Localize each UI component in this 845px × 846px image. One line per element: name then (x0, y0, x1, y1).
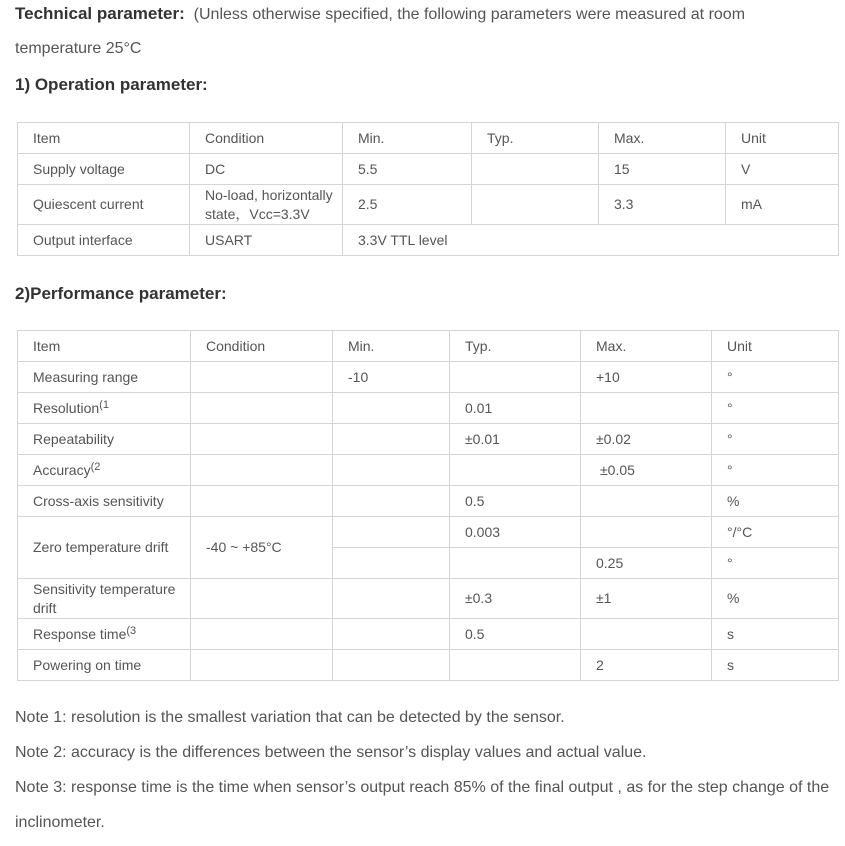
note-3-continued: inclinometer. (15, 814, 105, 831)
header-cell: Typ. (450, 331, 581, 362)
item-label: Response time (33, 625, 127, 642)
cell-item (18, 455, 191, 486)
cell-unit: ° (712, 424, 839, 455)
cell-min: 2.5 (343, 185, 472, 225)
table-row (18, 154, 839, 185)
header-cell: Typ. (472, 123, 599, 154)
cell-max (581, 517, 712, 548)
performance-table (17, 330, 839, 681)
cell-item: Cross-axis sensitivity (18, 486, 191, 517)
cell-item: Quiescent current (18, 185, 190, 225)
note-2: Note 2: accuracy is the differences between the sensor’s display values and actual value. (15, 744, 647, 761)
header-cell: Unit (726, 123, 839, 154)
cell-typ (450, 455, 581, 486)
cell-typ: 0.003 (450, 517, 581, 548)
table-row (18, 650, 839, 681)
cell-unit: V (726, 154, 839, 185)
cell-condition (191, 650, 333, 681)
table-row (18, 424, 839, 455)
intro-text: (Unless otherwise specified, the following parameters were measured at room (193, 6, 746, 23)
cell-item (18, 393, 191, 424)
table-row (18, 619, 839, 650)
cell-min (333, 619, 450, 650)
cell-min (333, 455, 450, 486)
header-cell: Max. (581, 331, 712, 362)
cell-min (333, 486, 450, 517)
cell-min (333, 650, 450, 681)
cell-condition (191, 619, 333, 650)
cell-max: +10 (581, 362, 712, 393)
table-row (18, 486, 839, 517)
header-cell: Item (18, 123, 190, 154)
cell-typ (472, 185, 599, 225)
operation-heading: 1) Operation parameter: (15, 75, 208, 94)
cell-condition (191, 579, 333, 619)
cell-min: -10 (333, 362, 450, 393)
cell-max (581, 486, 712, 517)
table-row (18, 579, 839, 619)
cell-typ: 0.01 (450, 393, 581, 424)
cell-typ (472, 154, 599, 185)
header-cell: Min. (343, 123, 472, 154)
table-row (18, 362, 839, 393)
cell-min (333, 393, 450, 424)
cell-unit: % (712, 486, 839, 517)
header-cell: Condition (190, 123, 343, 154)
table-header-row (18, 123, 839, 154)
cell-item: Measuring range (18, 362, 191, 393)
table-row (18, 225, 839, 256)
header-cell: Max. (599, 123, 726, 154)
header-cell: Unit (712, 331, 839, 362)
cell-condition (191, 393, 333, 424)
table-row (18, 185, 839, 225)
cell-condition: -40 ~ +85°C (191, 517, 333, 579)
cell-unit: % (712, 579, 839, 619)
intro-line-1 (15, 4, 745, 25)
cell-item: Zero temperature drift (18, 517, 191, 579)
item-label: Resolution (33, 399, 100, 416)
cell-typ (450, 362, 581, 393)
cell-typ: 0.5 (450, 619, 581, 650)
intro-line-2: temperature 25°C (15, 40, 142, 57)
cell-value: 3.3V TTL level (343, 225, 839, 256)
cell-condition (191, 424, 333, 455)
cell-max: ±0.02 (581, 424, 712, 455)
cell-unit: s (712, 650, 839, 681)
footnote-ref: (1 (99, 398, 109, 411)
table-row (18, 393, 839, 424)
cell-typ (450, 650, 581, 681)
cell-max: 15 (599, 154, 726, 185)
note-3: Note 3: response time is the time when sensor’s output reach 85% of the final output , as for the step change of the (15, 779, 830, 796)
cell-max: 3.3 (599, 185, 726, 225)
cell-item: Supply voltage (18, 154, 190, 185)
cell-typ: ±0.3 (450, 579, 581, 619)
cell-min (333, 579, 450, 619)
cell-max: 0.25 (581, 548, 712, 579)
header-cell: Item (18, 331, 191, 362)
cell-condition: USART (190, 225, 343, 256)
cell-condition: DC (190, 154, 343, 185)
cell-unit: °/°C (712, 517, 839, 548)
cell-condition (191, 455, 333, 486)
cell-unit: s (712, 619, 839, 650)
cell-min (333, 517, 450, 548)
cell-unit: ° (712, 455, 839, 486)
cell-min (333, 548, 450, 579)
cell-item: Output interface (18, 225, 190, 256)
cell-condition: No-load, horizontally state，Vcc=3.3V (190, 185, 343, 225)
cell-condition (191, 362, 333, 393)
item-label: Accuracy (33, 461, 91, 478)
intro-title: Technical parameter: (15, 4, 185, 23)
table-row (18, 517, 839, 548)
cell-item: Repeatability (18, 424, 191, 455)
cell-unit: ° (712, 548, 839, 579)
note-1: Note 1: resolution is the smallest variation that can be detected by the sensor. (15, 709, 565, 726)
performance-heading: 2)Performance parameter: (15, 284, 227, 303)
header-cell: Condition (191, 331, 333, 362)
cell-unit: ° (712, 393, 839, 424)
cell-item (18, 619, 191, 650)
cell-max: 2 (581, 650, 712, 681)
cell-max: ±1 (581, 579, 712, 619)
cell-max (581, 619, 712, 650)
cell-max (581, 393, 712, 424)
cell-condition (191, 486, 333, 517)
cell-min (333, 424, 450, 455)
footnote-ref: (3 (126, 624, 137, 637)
cell-typ (450, 548, 581, 579)
cell-min: 5.5 (343, 154, 472, 185)
header-cell: Min. (333, 331, 450, 362)
cell-unit: ° (712, 362, 839, 393)
cell-item: Powering on time (18, 650, 191, 681)
table-row (18, 455, 839, 486)
operation-table (17, 122, 839, 256)
cell-item: Sensitivity temperature drift (18, 579, 191, 619)
table-header-row (18, 331, 839, 362)
footnote-ref: (2 (90, 460, 101, 473)
cell-typ: 0.5 (450, 486, 581, 517)
cell-unit: mA (726, 185, 839, 225)
cell-max: ±0.05 (581, 455, 712, 486)
cell-typ: ±0.01 (450, 424, 581, 455)
